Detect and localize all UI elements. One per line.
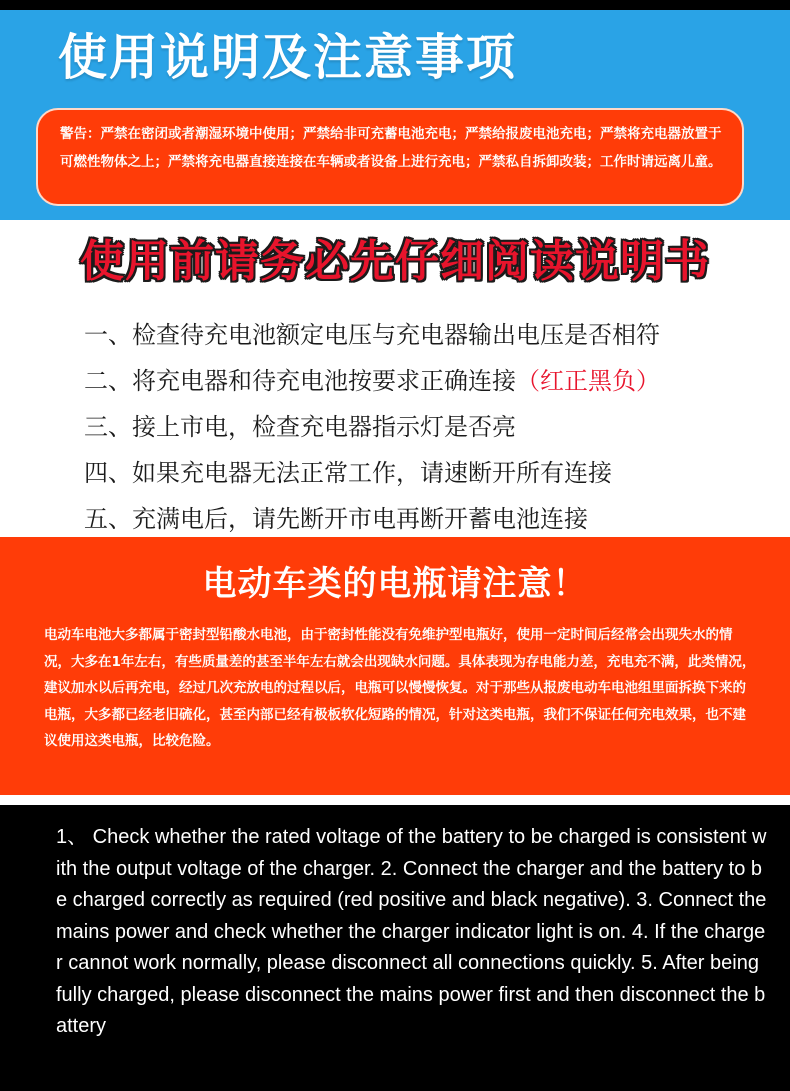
english-instructions: 1、 Check whether the rated voltage of the battery to be charged is consistent with the output voltage of the charger. 2. Connect the charger and the battery to be charged correctly as required (red positive and black negative). 3. Connect the mains power and check whether the charger indicator light is on. 4. If the charger cannot work normally, please disconnect all connections quickly. 5. After being fully charged, please disconnect the mains power first and then disconnect the battery: [56, 826, 767, 1037]
ev-notice-body: 电动车电池大多都属于密封型铅酸水电池，由于密封性能没有免维护型电瓶好，使用一定时间后经常会出现失水的情况，大多在1年左右，有些质量差的甚至半年左右就会出现缺水问题。具体表现为存电能力差，充电充不满，此类情况，建议加水以后再充电，经过几次充放电的过程以后，电瓶可以慢慢恢复。对于那些从报废电动车电池组里面拆换下来的电瓶，大多都已经老旧硫化，甚至内部已经有极板软化短路的情况，针对这类电瓶，我们不保证任何充电效果，也不建议使用这类电瓶，比较危险。: [44, 627, 756, 749]
warning-box: [36, 108, 744, 206]
ev-notice-title: 电动车类的电瓶请注意！: [202, 564, 588, 604]
section-divider: [0, 795, 790, 805]
polarity-note: （红正黑负）: [516, 367, 660, 395]
step-item: [84, 358, 660, 404]
warning-text: 警告：严禁在密闭或者潮湿环境中使用；严禁给非可充蓄电池充电；严禁给报废电池充电；严禁将充电器放置于可燃性物体之上；严禁将充电器直接连接在车辆或者设备上进行充电；严禁私自拆卸改装；工作时请远离儿童。: [60, 126, 722, 170]
step-text: 一、检查待充电池额定电压与充电器输出电压是否相符: [84, 321, 660, 349]
step-text: 二、将充电器和待充电池按要求正确连接: [84, 367, 516, 395]
step-item: [84, 312, 660, 358]
page-title: 使用说明及注意事项: [58, 29, 518, 86]
steps-list: [84, 312, 660, 542]
step-item: [84, 496, 660, 542]
read-manual-title: 使用前请务必先仔细阅读说明书: [80, 236, 710, 287]
step-text: 五、充满电后，请先断开市电再断开蓄电池连接: [84, 505, 588, 533]
step-item: [84, 450, 660, 496]
step-text: 四、如果充电器无法正常工作，请速断开所有连接: [84, 459, 612, 487]
top-bar: [0, 0, 790, 10]
step-text: 三、接上市电，检查充电器指示灯是否亮: [84, 413, 516, 441]
step-item: [84, 404, 660, 450]
